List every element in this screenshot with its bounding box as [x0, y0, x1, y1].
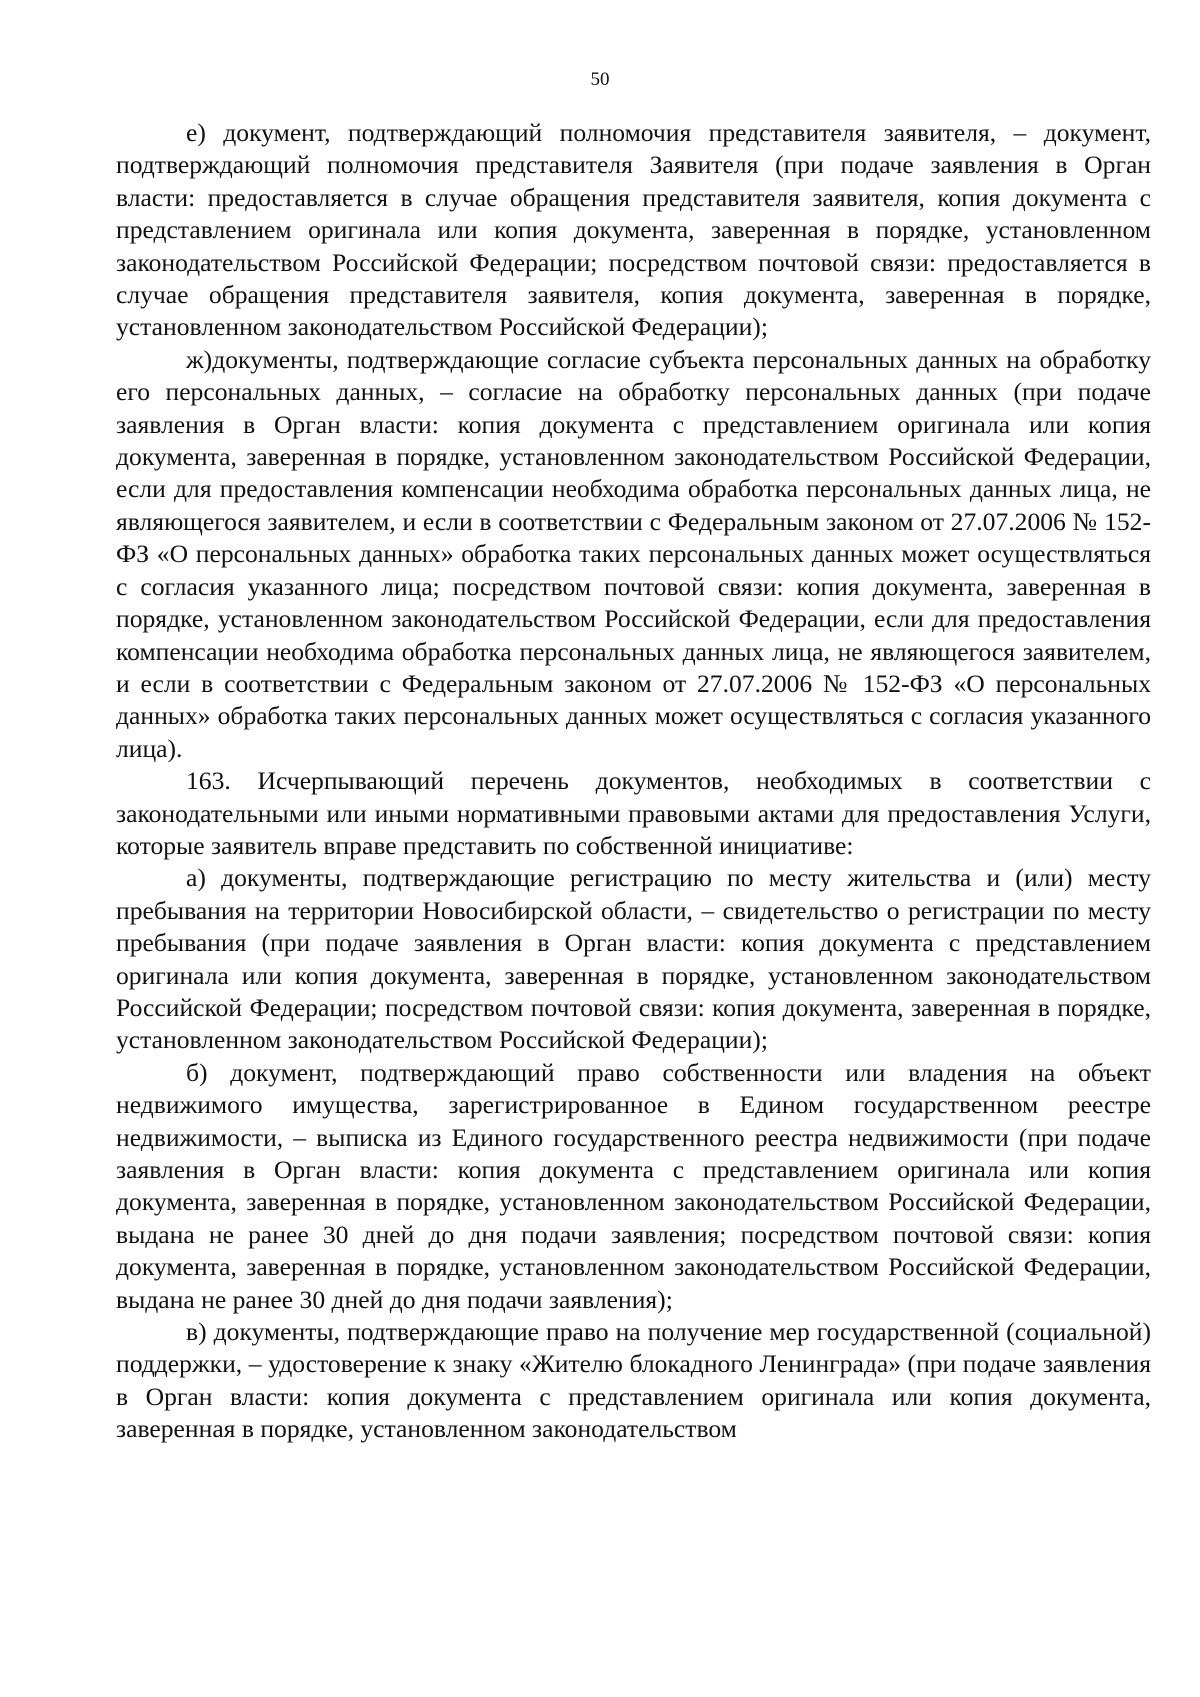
paragraph-b-property-rights: б) документ, подтверждающий право собственности или владения на объект недвижимого имущества, зарегистрированное в Едином государственном реестре недвижимости, – выписка из Единого государственного реестра недвижимости (при подаче заявления в Орган власти: копия документа с представлением оригинала или копия документа, заверенная в порядке, установленном законодательством Российской Федерации, выдана не ранее 30 дней до дня подачи заявления; посредством почтовой связи: копия документа, заверенная в порядке, установленном законодательством Российской Федерации, выдана не ранее 30 дней до дня подачи заявления); — [116, 1057, 1151, 1314]
paragraph-e-representative-authority: е) документ, подтверждающий полномочия представителя заявителя, – документ, подтверждающий полномочия представителя Заявителя (при подаче заявления в Орган власти: предоставляется в случае обращения представителя заявителя, копия документа с представлением оригинала или копия документа, заверенная в порядке, установленном законодательством Российской Федерации; посредством почтовой связи: предоставляется в случае обращения представителя заявителя, копия документа, заверенная в порядке, установленном законодательством Российской Федерации); — [116, 118, 1151, 342]
paragraph-zh-personal-data-consent: ж)документы, подтверждающие согласие субъекта персональных данных на обработку его персональных данных, – согласие на обработку персональных данных (при подаче заявления в Орган власти: копия документа с представлением оригинала или копия документа, заверенная в порядке, установленном законодательством Российской Федерации, если для предоставления компенсации необходима обработка персональных данных лица, не являющегося заявителем, и если в соответствии с Федеральным законом от 27.07.2006 № 152-ФЗ «О персональных данных» обработка таких персональных данных может осуществляться с согласия указанного лица; посредством почтовой связи: копия документа, заверенная в порядке, установленном законодательством Российской Федерации, если для предоставления компенсации необходима обработка персональных данных лица, не являющегося заявителем, и если в соответствии с Федеральным законом от 27.07.2006 № 152-ФЗ «О персональных данных» обработка таких персональных данных может осуществляться с согласия указанного лица). — [116, 344, 1151, 763]
paragraph-163-optional-documents: 163. Исчерпывающий перечень документов, необходимых в соответствии с законодательными или иными нормативными правовыми актами для предоставления Услуги, которые заявитель вправе представить по собственной инициативе: — [116, 766, 1151, 860]
paragraph-v-state-support: в) документы, подтверждающие право на получение мер государственной (социальной) поддержки, – удостоверение к знаку «Жителю блокадного Ленинграда» (при подаче заявления в Орган власти: копия документа с представлением оригинала или копия документа, заверенная в порядке, установленном законодательством — [116, 1317, 1151, 1444]
page-number: 50 — [590, 69, 610, 90]
paragraph-a-registration: а) документы, подтверждающие регистрацию по месту жительства и (или) месту пребывания на территории Новосибирской области, – свидетельство о регистрации по месту пребывания (при подаче заявления в Орган власти: копия документа с представлением оригинала или копия документа, заверенная в порядке, установленном законодательством Российской Федерации; посредством почтовой связи: копия документа, заверенная в порядке, установленном законодательством Российской Федерации); — [116, 863, 1151, 1055]
document-body — [116, 117, 1151, 1446]
